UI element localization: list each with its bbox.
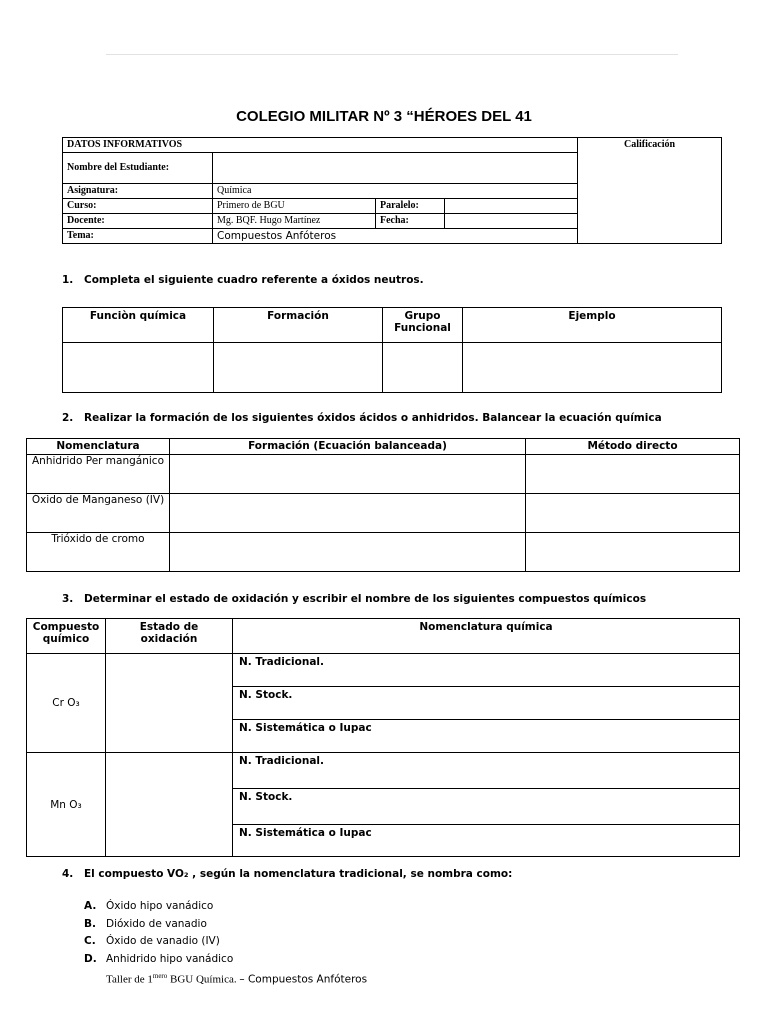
q3-answer-oxidation[interactable] [106, 753, 233, 857]
question-1 [62, 274, 424, 286]
q3-compound: Mn O₃ [27, 753, 106, 857]
q1-header-function: Funciòn química [63, 308, 214, 343]
header-rule [106, 54, 678, 55]
grade-cell[interactable]: Calificación [578, 138, 722, 244]
topic-value: Compuestos Anfóteros [213, 229, 578, 244]
footer-sup: mero [152, 972, 168, 980]
neutral-oxides-table [62, 307, 722, 393]
q1-answer-example[interactable] [463, 343, 722, 393]
q3-traditional-label[interactable]: N. Tradicional. [233, 753, 740, 789]
subject-value: Química [213, 184, 578, 199]
acid-oxides-table [26, 438, 740, 572]
question-4-text: El compuesto VO₂ , según la nomenclatura tradicional, se nombra como: [84, 868, 513, 880]
question-2 [62, 412, 662, 424]
q2-row-name: Anhidrido Per mangánico [27, 455, 170, 494]
q2-answer-formation[interactable] [170, 455, 526, 494]
q1-header-group: Grupo Funcional [383, 308, 463, 343]
q3-compound: Cr O₃ [27, 654, 106, 753]
q3-header-compound: Compuesto químico [27, 619, 106, 654]
q3-stock-label[interactable]: N. Stock. [233, 789, 740, 825]
student-field[interactable] [213, 153, 578, 184]
q1-answer-function[interactable] [63, 343, 214, 393]
course-label: Curso: [63, 199, 213, 214]
q1-answer-group[interactable] [383, 343, 463, 393]
course-value: Primero de BGU [213, 199, 376, 214]
q3-iupac-label[interactable]: N. Sistemática o Iupac [233, 720, 740, 753]
question-1-text: Completa el siguiente cuadro referente a óxidos neutros. [84, 274, 424, 286]
q2-answer-formation[interactable] [170, 533, 526, 572]
info-header: DATOS INFORMATIVOS [63, 138, 578, 153]
q1-header-formation: Formación [214, 308, 383, 343]
q1-answer-formation[interactable] [214, 343, 383, 393]
q3-traditional-label[interactable]: N. Tradicional. [233, 654, 740, 687]
footer-suffix: – Compuestos Anfóteros [239, 973, 368, 986]
q3-answer-oxidation[interactable] [106, 654, 233, 753]
parallel-field[interactable] [445, 199, 578, 214]
q2-row-name: Trióxido de cromo [27, 533, 170, 572]
footer-mid: BGU Química. [167, 973, 240, 986]
teacher-value: Mg. BQF. Hugo Martínez [213, 214, 376, 229]
option-a[interactable]: A. Óxido hipo vanádico [84, 900, 214, 912]
page-title: COLEGIO MILITAR Nº 3 “HÉROES DEL 41 [236, 108, 532, 125]
q2-answer-method[interactable] [526, 533, 740, 572]
student-label: Nombre del Estudiante: [63, 153, 213, 184]
q2-header-formation: Formación (Ecuación balanceada) [170, 439, 526, 455]
q1-header-example: Ejemplo [463, 308, 722, 343]
answer-options [84, 898, 233, 968]
question-3-text: Determinar el estado de oxidación y escribir el nombre de los siguientes compuestos químicos [84, 593, 647, 605]
question-3 [62, 593, 646, 605]
topic-label: Tema: [63, 229, 213, 244]
q3-iupac-label[interactable]: N. Sistemática o Iupac [233, 825, 740, 857]
footer-prefix: Taller de 1 [106, 973, 153, 986]
option-b[interactable]: B. Dióxido de vanadio [84, 917, 207, 930]
q2-answer-method[interactable] [526, 455, 740, 494]
question-4 [62, 868, 512, 880]
q2-answer-method[interactable] [526, 494, 740, 533]
question-1-number: 1. [62, 274, 74, 286]
q3-header-oxidation: Estado de oxidación [106, 619, 233, 654]
q2-answer-formation[interactable] [170, 494, 526, 533]
subject-label: Asignatura: [63, 184, 213, 199]
parallel-label: Paralelo: [376, 199, 445, 214]
date-field[interactable] [445, 214, 578, 229]
question-2-number: 2. [62, 412, 74, 424]
question-2-text: Realizar la formación de los siguientes óxidos ácidos o anhidridos. Balancear la ecuación química [84, 412, 662, 424]
question-4-number: 4. [62, 868, 74, 880]
page-footer [106, 972, 367, 986]
question-3-number: 3. [62, 593, 74, 605]
info-table [62, 137, 722, 244]
q3-stock-label[interactable]: N. Stock. [233, 687, 740, 720]
teacher-label: Docente: [63, 214, 213, 229]
option-d[interactable]: D. Anhidrido hipo vanádico [84, 952, 234, 965]
oxidation-state-table [26, 618, 740, 857]
q2-header-method: Método directo [526, 439, 740, 455]
q2-row-name: Óxido de Manganeso (IV) [27, 494, 170, 533]
option-c[interactable]: C. Óxido de vanadio (IV) [84, 935, 220, 947]
date-label: Fecha: [376, 214, 445, 229]
q2-header-nomenclature: Nomenclatura [27, 439, 170, 455]
q3-header-nomenclature: Nomenclatura química [233, 619, 740, 654]
